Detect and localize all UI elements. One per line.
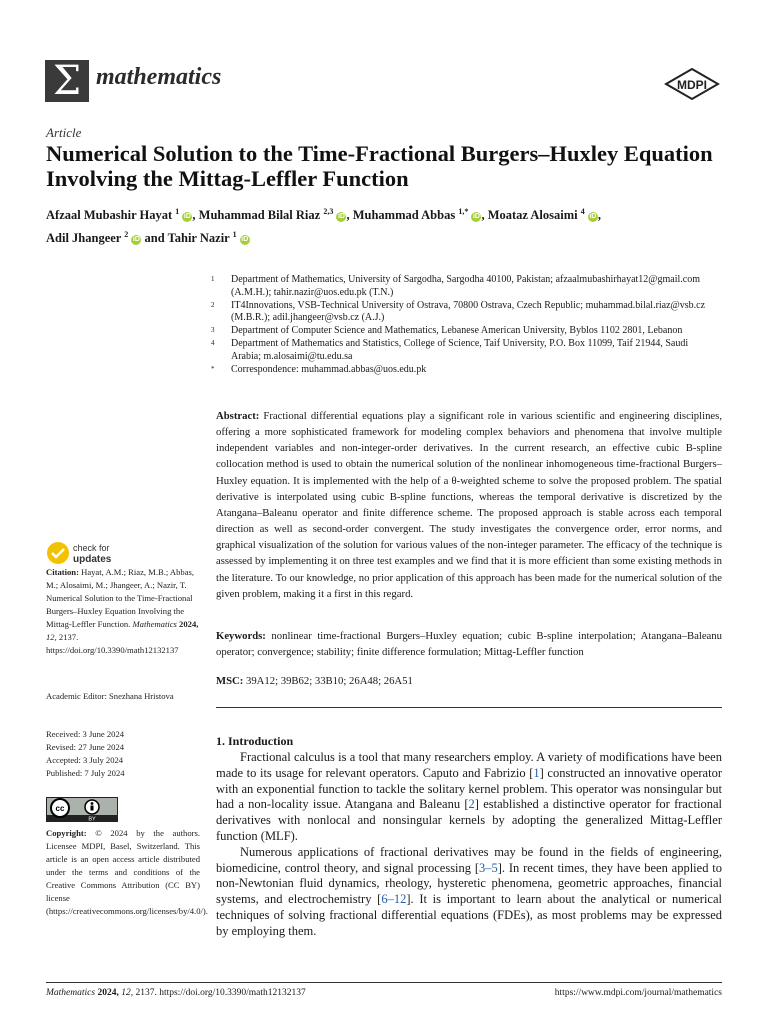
footer-citation <box>46 988 306 998</box>
orcid-icon[interactable]: iD <box>183 213 191 221</box>
footer-journal-url[interactable]: https://www.mdpi.com/journal/mathematics <box>554 988 722 998</box>
section-divider <box>216 707 722 708</box>
author-affiliation-marker: 1 <box>232 230 237 240</box>
affiliation-text: Correspondence: muhammad.abbas@uos.edu.pk <box>231 363 427 375</box>
published-date: Published: 7 July 2024 <box>46 768 125 778</box>
citation-doi[interactable]: 2137. https://doi.org/10.3390/math12132137 <box>46 632 179 655</box>
affiliation-number: * <box>211 364 215 373</box>
author-separator: , <box>597 208 601 223</box>
affiliation-item <box>211 325 711 338</box>
author-name: Tahir Nazir <box>167 231 233 246</box>
author-affiliation-marker: 4 <box>580 207 585 216</box>
keywords <box>216 628 722 660</box>
cc-label: cc <box>55 804 65 813</box>
check-for-updates-badge[interactable] <box>46 541 166 565</box>
citation-journal: Mathematics <box>132 619 177 629</box>
keywords-label: Keywords: <box>216 630 266 642</box>
author-name: Muhammad Abbas <box>352 208 459 223</box>
affiliation-text: Department of Computer Science and Mathematics, Lebanese American University, Byblos 1102 2801, Lebanon <box>231 325 683 337</box>
author-name: Adil Jhangeer <box>46 231 125 246</box>
affiliation-number: 3 <box>211 326 215 335</box>
author-separator: and <box>141 231 168 246</box>
footer-divider <box>46 982 722 983</box>
author-affiliation-marker: 2,3 <box>323 207 334 216</box>
article-type: Article <box>46 125 82 140</box>
revised-date: Revised: 27 June 2024 <box>46 742 125 752</box>
affiliation-text: Department of Mathematics, University of Sargodha, Sargodha 40100, Pakistan; afzaalmubashirhayat12@gmail.com (A.M.H.); tahir.nazir@uos.edu.pk (T.N.) <box>231 274 701 298</box>
copyright-block <box>46 827 208 918</box>
citation-text: Hayat, A.M.; Riaz, M.B.; Abbas, M.; Alosaimi, M.; Jhangeer, A.; Nazir, T. Numerical Solution to the Time-Fractional Burgers–Huxley Equation Involving the Mittag-Leffler Function. <box>46 567 195 629</box>
keywords-text: nonlinear time-fractional Burgers–Huxley equation; cubic B-spline interpolation; Atangana–Baleanu operator; convergence; stability; finite difference formulation; Mittag-Leffler function <box>216 630 722 658</box>
reference-link[interactable]: 6–12 <box>381 892 407 907</box>
affiliation-number: 1 <box>211 275 215 283</box>
author-name: Afzaal Mubashir Hayat <box>46 208 176 223</box>
orcid-icon[interactable]: iD <box>132 236 140 244</box>
paper-title: Numerical Solution to the Time-Fractional Burgers–Huxley Equation Involving the Mittag-Leffler Function <box>46 141 713 191</box>
reference-link[interactable]: 3–5 <box>479 860 498 875</box>
intro-paragraph-2: Numerous applications of fractional derivatives may be found in the fields of engineering, biomedicine, control theory, and signal processing [3–5]. In recent times, they have been applied to non-Newtonian fluid dynamics, rheology, hysteretic phenomena, geometric approaches, financial systems, and electrochemistry [6–12]. It is important to learn about the analytical or numerical techniques of solving fractional differential equations (FDEs), as most problems may be expressed by employing them. <box>216 844 722 938</box>
abstract-text: Fractional differential equations play a significant role in various scientific and engineering disciplines, offering a more sophisticated framework for modeling complex behaviors and phenomena that involve multiple independent variables and non-integer-order derivatives. In the current research, an effective cubic B-spline collocation method is used to obtain the numerical solution of the nonlinear inhomogeneous time-fractional Burgers–Huxley equation. It is implemented with the help of a θ-weighted scheme to solve the proposed problem. The spatial derivative is interpolated using cubic B-spline functions, whereas the temporal derivative is discretized by the Atangana–Baleanu operator and finite difference scheme. The proposed approach is stable across each temporal direction as well as second-order convergent. The study investigates the convergence order, error norms, and graphical visualization of the solution for various values of the non-integer parameter. The efficacy of the technique is assessed by implementing it on three test examples and we find that it is more efficient than some existing methods in the literature. To our knowledge, no prior application of this approach has been made for the numerical solution of the given problem, making it a first in this regard. <box>216 410 722 600</box>
orcid-icon[interactable]: iD <box>589 213 597 221</box>
citation-vol: 12, <box>46 632 57 642</box>
affiliation-text: IT4Innovations, VSB-Technical University of Ostrava, 70800 Ostrava, Czech Republic; muhammad.bilal.riaz@vsb.cz (M.B.R.); adil.jhangeer@vsb.cz (A.J.) <box>231 299 706 324</box>
reference-link[interactable]: 1 <box>533 765 540 780</box>
mdpi-logo-text: MDPI <box>677 78 707 92</box>
section-heading-introduction: 1. Introduction <box>216 734 294 748</box>
copyright-text: © 2024 by the authors. Licensee MDPI, Basel, Switzerland. This article is an open access article distributed under the terms and conditions of the Creative Commons Attribution (CC BY) license (https://creativecommons.org/licenses/by/4.0/). <box>46 828 208 916</box>
msc-label: MSC: <box>216 675 244 687</box>
author-separator: , <box>346 208 353 223</box>
reference-link[interactable]: 2 <box>468 797 475 812</box>
journal-logo: Σ <box>45 60 89 102</box>
citation-label: Citation: <box>46 567 79 577</box>
affiliation-item <box>211 364 711 377</box>
cc-by-license-icon[interactable] <box>46 797 118 822</box>
affiliation-number: 2 <box>211 300 215 309</box>
journal-name: mathematics <box>96 64 222 90</box>
footer-vol: 12, <box>121 988 134 998</box>
msc-text: 39A12; 39B62; 33B10; 26A48; 26A51 <box>245 675 413 687</box>
affiliation-item <box>211 274 711 300</box>
affiliation-text: Department of Mathematics and Statistics, College of Science, Taif University, P.O. Box 11099, Taif 21944, Saudi Arabia; m.alosaimi@tu.edu.sa <box>231 337 689 362</box>
affiliation-item <box>211 300 711 326</box>
copyright-label: Copyright: <box>46 828 87 838</box>
footer-journal: Mathematics <box>46 988 96 998</box>
affiliations <box>211 274 711 376</box>
check-label-1: check for <box>73 543 110 553</box>
author-affiliation-marker: 2 <box>124 230 129 240</box>
citation-block <box>46 566 200 657</box>
footer-doi[interactable]: 2137. https://doi.org/10.3390/math12132137 <box>135 988 306 998</box>
received-date: Received: 3 June 2024 <box>46 729 125 739</box>
by-label: BY <box>88 816 96 822</box>
abstract-label: Abstract: <box>216 410 260 422</box>
author-affiliation-marker: 1 <box>175 207 180 216</box>
author-name: Moataz Alosaimi <box>487 208 581 223</box>
author-affiliation-marker: 1,* <box>458 207 469 216</box>
author-list <box>46 202 726 248</box>
academic-editor: Academic Editor: Snezhana Hristova <box>46 691 174 701</box>
abstract <box>216 408 722 602</box>
orcid-icon[interactable]: iD <box>472 213 480 221</box>
msc-codes <box>216 675 722 687</box>
author-separator: , <box>481 208 488 223</box>
check-label-2: updates <box>73 554 112 565</box>
affiliation-item <box>211 338 711 364</box>
footer-year: 2024, <box>97 988 119 998</box>
introduction-body <box>216 750 722 940</box>
orcid-icon[interactable]: iD <box>337 213 345 221</box>
author-separator: , <box>192 208 199 223</box>
accepted-date: Accepted: 3 July 2024 <box>46 755 124 765</box>
check-circle-icon <box>47 542 69 564</box>
author-name: Muhammad Bilal Riaz <box>198 208 324 223</box>
citation-year: 2024, <box>179 619 199 629</box>
affiliation-number: 4 <box>211 338 215 347</box>
dates-block <box>46 728 200 780</box>
orcid-icon[interactable]: iD <box>241 236 249 244</box>
mdpi-logo <box>664 68 720 102</box>
intro-paragraph-1: Fractional calculus is a tool that many researchers employ. A variety of modifications have been made to its usage for relevant operators. Caputo and Fabrizio [1] constructed an innovative operator with an exponential function to tackle the solitary kernel problem. This operator was nonsingular but had a non-locality issue. Atangana and Baleanu [2] established a distinctive operator for fractional derivatives with nonlocal and nonsingular kernels by adopting the generalized Mittag-Leffler function (MLF). <box>216 750 722 843</box>
